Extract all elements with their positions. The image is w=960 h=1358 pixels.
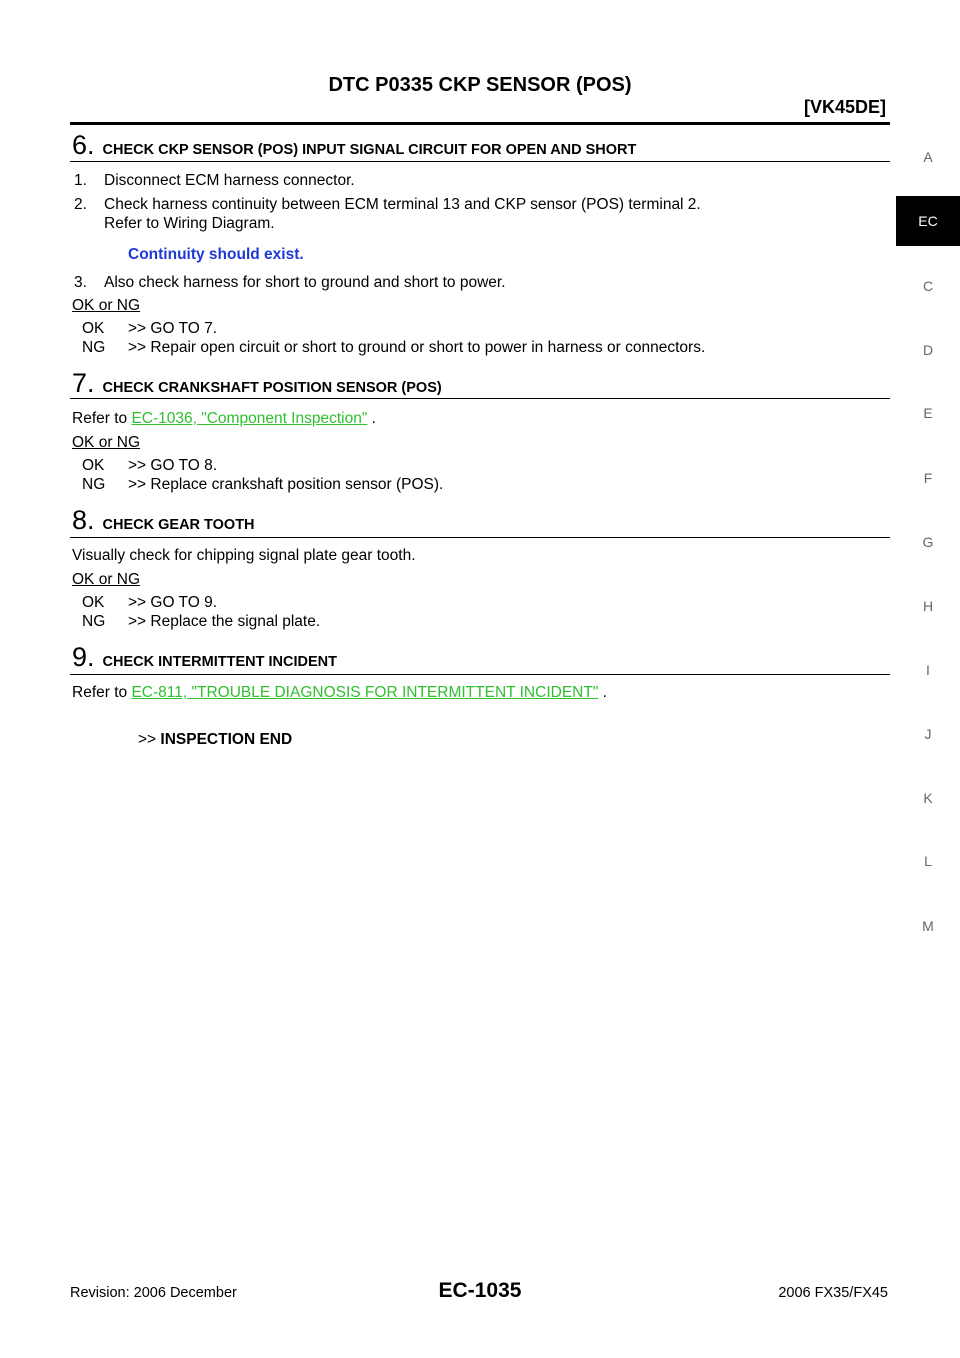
refer-line: Refer to EC-811, "TROUBLE DIAGNOSIS FOR INTERMITTENT INCIDENT" . xyxy=(72,684,607,701)
instruction-text: Visually check for chipping signal plate gear tooth. xyxy=(72,547,416,564)
step-7-header: 7. CHECK CRANKSHAFT POSITION SENSOR (POS) xyxy=(72,368,442,398)
component-inspection-link[interactable]: EC-1036, "Component Inspection" xyxy=(131,410,368,427)
section-tab-a[interactable]: A xyxy=(923,149,933,165)
intermittent-incident-link[interactable]: EC-811, "TROUBLE DIAGNOSIS FOR INTERMITTENT INCIDENT" xyxy=(131,684,599,701)
list-item: 1. Disconnect ECM harness connector. xyxy=(74,172,355,189)
section-tab-c[interactable]: C xyxy=(922,278,934,294)
section-tab-h[interactable]: H xyxy=(922,598,934,614)
result-ng: NG >> Replace crankshaft position sensor (POS). xyxy=(82,476,444,493)
section-tab-j[interactable]: J xyxy=(924,726,932,742)
step-7-rule xyxy=(70,398,890,399)
page-title: DTC P0335 CKP SENSOR (POS) xyxy=(328,74,632,96)
header-rule xyxy=(70,122,890,125)
section-tab-i[interactable]: I xyxy=(926,662,930,678)
engine-model: [VK45DE] xyxy=(803,97,886,117)
step-6-header: 6. CHECK CKP SENSOR (POS) INPUT SIGNAL CIRCUIT FOR OPEN AND SHORT xyxy=(72,130,637,160)
inspection-end: >> INSPECTION END xyxy=(138,731,293,748)
section-tab-ec[interactable]: EC xyxy=(896,196,960,246)
ok-or-ng-label: OK or NG xyxy=(72,297,141,314)
section-tab-k[interactable]: K xyxy=(923,790,933,806)
result-ng: NG >> Repair open circuit or short to ground or short to power in harness or connectors. xyxy=(82,339,706,356)
revision-date: Revision: 2006 December xyxy=(70,1285,237,1301)
section-tab-e[interactable]: E xyxy=(923,405,933,421)
page-number: EC-1035 xyxy=(438,1279,522,1302)
result-ok: OK >> GO TO 7. xyxy=(82,320,218,337)
step-8-rule xyxy=(70,537,890,538)
list-item-continuation: Refer to Wiring Diagram. xyxy=(104,215,275,232)
list-item: 3. Also check harness for short to ground and short to power. xyxy=(74,274,506,291)
ok-or-ng-label: OK or NG xyxy=(72,571,141,588)
result-ok: OK >> GO TO 9. xyxy=(82,594,218,611)
vehicle-model: 2006 FX35/FX45 xyxy=(778,1285,888,1301)
step-8-header: 8. CHECK GEAR TOOTH xyxy=(72,505,255,535)
section-tab-g[interactable]: G xyxy=(922,534,934,550)
spec-note: Continuity should exist. xyxy=(128,246,304,263)
list-item: 2. Check harness continuity between ECM terminal 13 and CKP sensor (POS) terminal 2. xyxy=(74,196,701,213)
result-ng: NG >> Replace the signal plate. xyxy=(82,613,321,630)
section-tab-d[interactable]: D xyxy=(922,342,934,358)
refer-line: Refer to EC-1036, "Component Inspection" . xyxy=(72,410,376,427)
ok-or-ng-label: OK or NG xyxy=(72,434,141,451)
section-tab-m[interactable]: M xyxy=(922,918,934,934)
step-9-header: 9. CHECK INTERMITTENT INCIDENT xyxy=(72,642,337,672)
result-ok: OK >> GO TO 8. xyxy=(82,457,218,474)
step-6-rule xyxy=(70,161,890,162)
section-tab-f[interactable]: F xyxy=(923,470,933,486)
section-tab-l[interactable]: L xyxy=(924,853,932,869)
step-9-rule xyxy=(70,674,890,675)
